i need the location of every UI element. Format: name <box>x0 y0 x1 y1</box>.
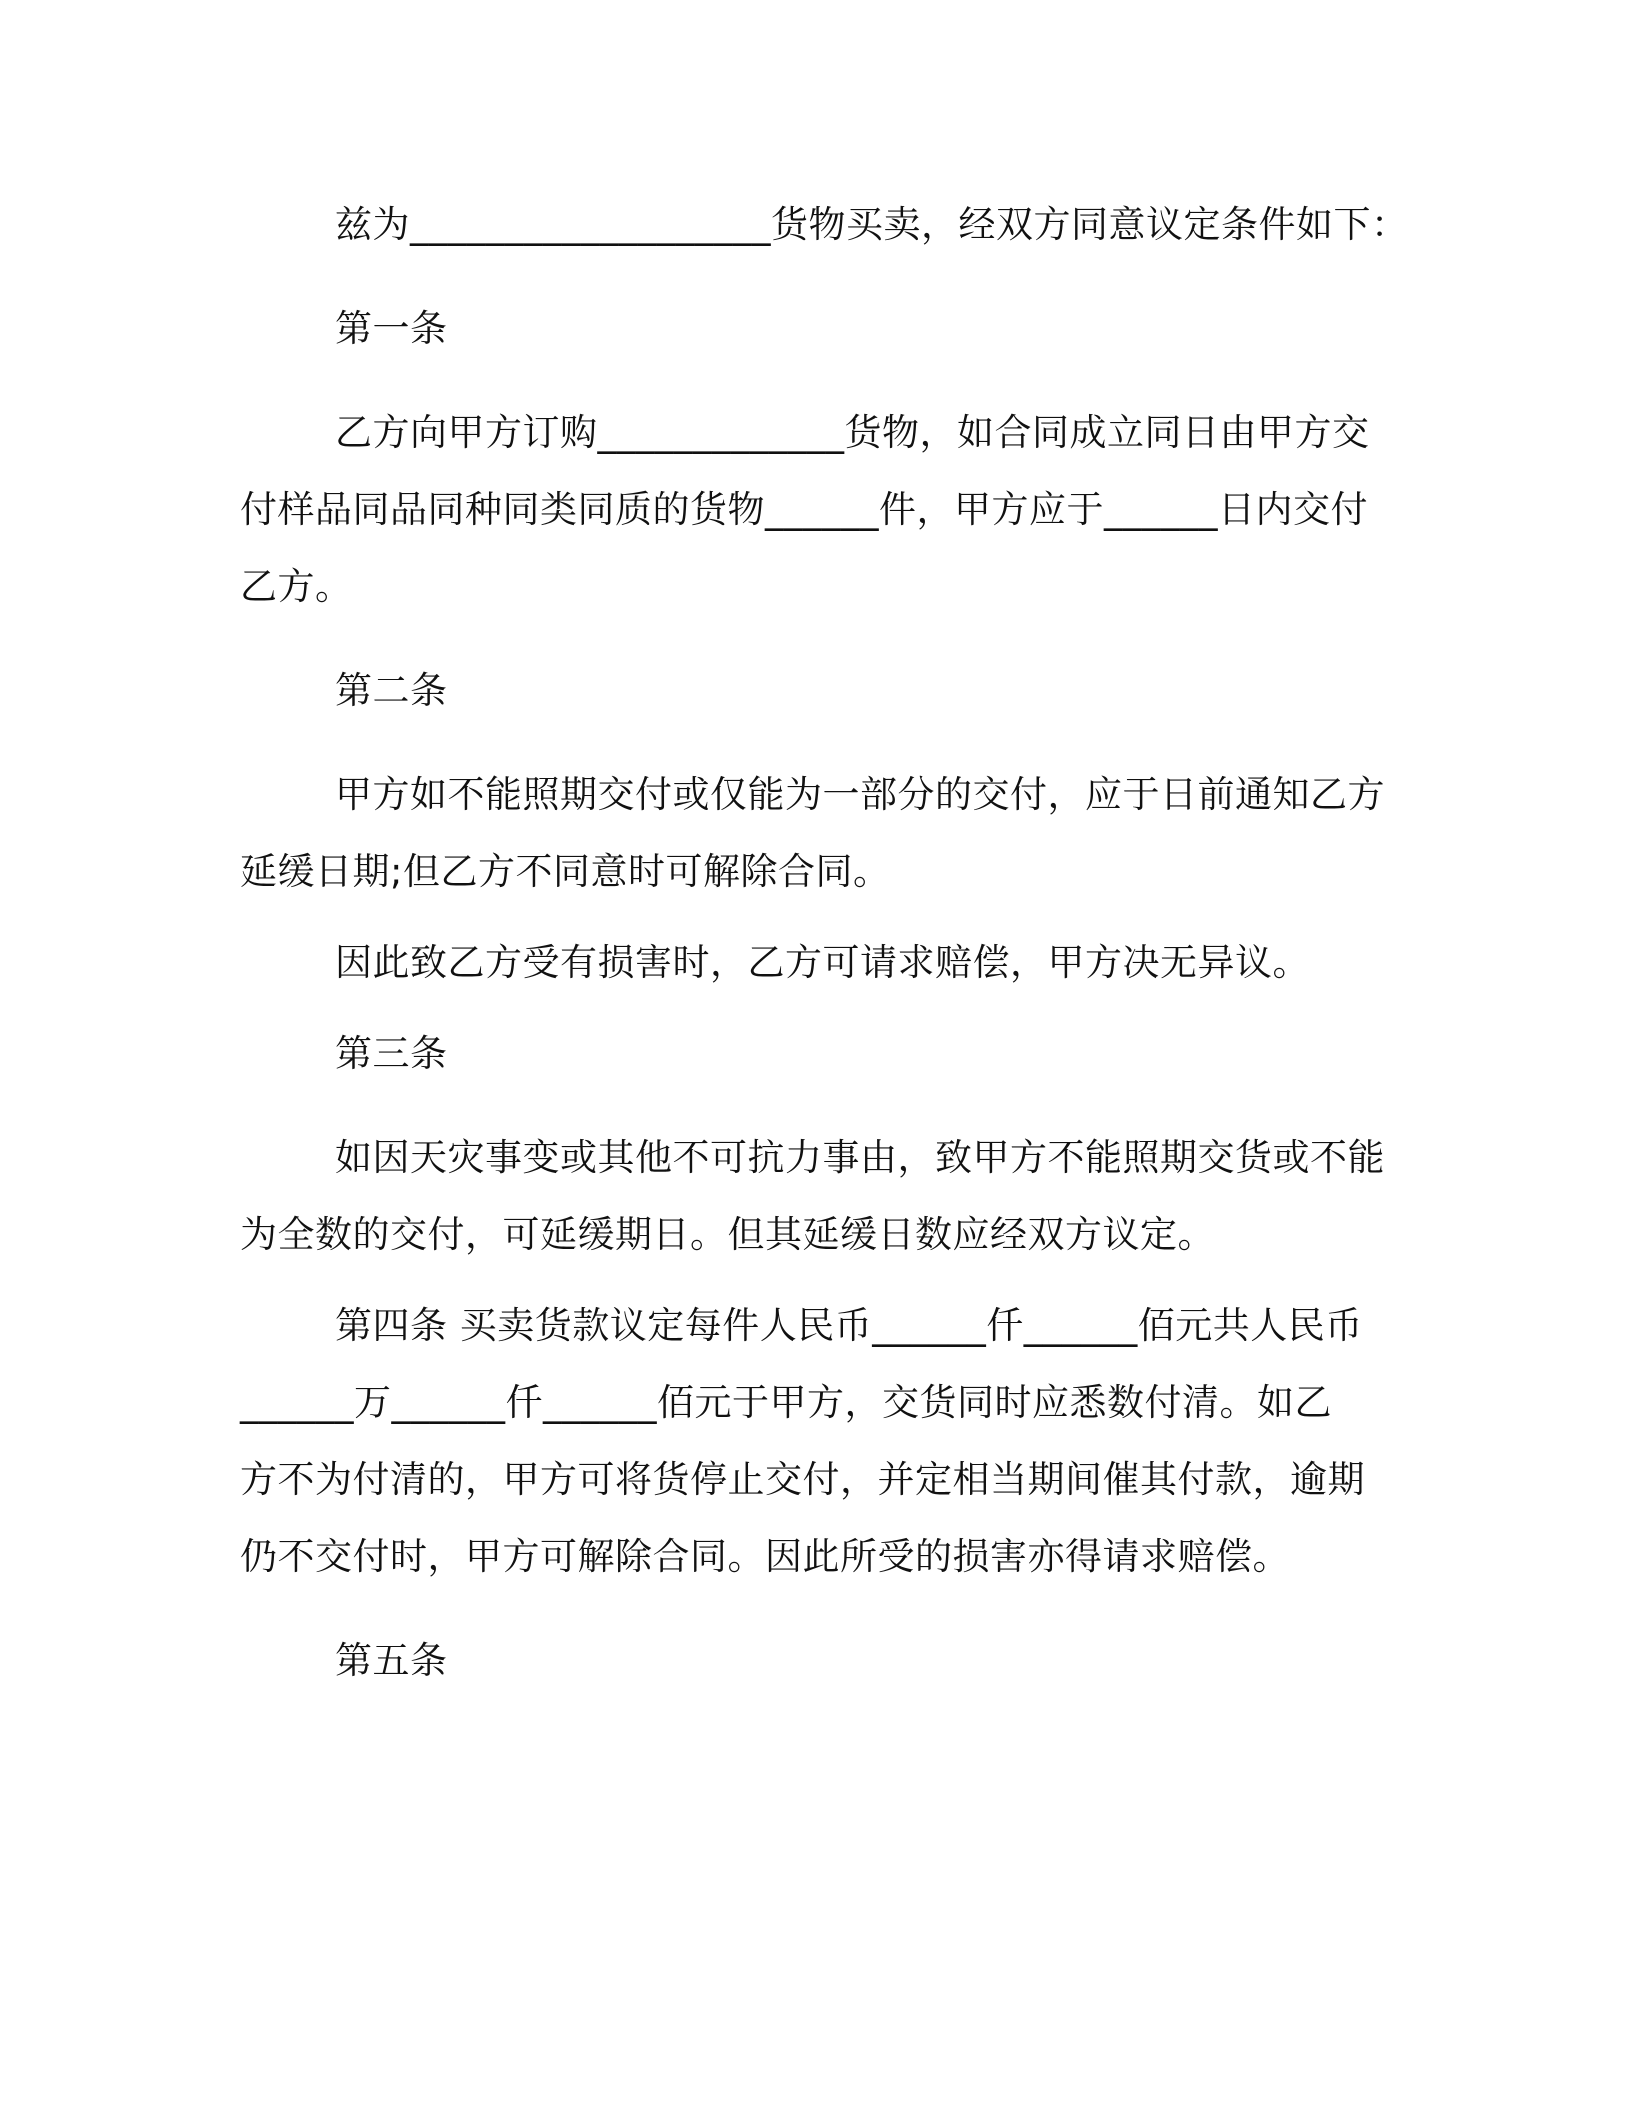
article-1-line-3: 乙方。 <box>240 565 353 608</box>
article-2-line-1: 甲方如不能照期交付或仅能为一部分的交付，应于日前通知乙方 <box>335 773 1385 816</box>
article-2-paragraph-1 <box>240 756 1385 910</box>
article-5-heading: 第五条 <box>335 1639 448 1682</box>
article-3-line-2: 为全数的交付，可延缓期日。但其延缓日数应经双方议定。 <box>240 1213 1215 1256</box>
article-1-heading: 第一条 <box>335 307 448 350</box>
article-4-line-4: 仍不交付时，甲方可解除合同。因此所受的损害亦得请求赔偿。 <box>240 1535 1290 1578</box>
intro-paragraph: 兹为___________________货物买卖，经双方同意议定条件如下： <box>335 203 1409 246</box>
article-1-line-2: 付样品同品同种同类同质的货物______件，甲方应于______日内交付 <box>240 488 1368 531</box>
article-1-paragraph <box>240 394 1380 625</box>
article-4-line-2: ______万______仟______佰元于甲方，交货同时应悉数付清。如乙 <box>240 1381 1332 1424</box>
article-2-paragraph-2: 因此致乙方受有损害时，乙方可请求赔偿，甲方决无异议。 <box>335 941 1310 984</box>
article-4-paragraph <box>240 1287 1380 1595</box>
article-3-paragraph <box>240 1119 1385 1273</box>
article-4-line-1: 第四条 买卖货款议定每件人民币______仟______佰元共人民币 <box>335 1304 1363 1347</box>
article-1-line-1: 乙方向甲方订购_____________货物，如合同成立同日由甲方交 <box>335 411 1370 454</box>
article-3-heading: 第三条 <box>335 1032 448 1075</box>
document-body <box>240 186 1409 1699</box>
article-4-line-3: 方不为付清的，甲方可将货停止交付，并定相当期间催其付款，逾期 <box>240 1458 1365 1501</box>
article-2-line-2: 延缓日期;但乙方不同意时可解除合同。 <box>240 850 891 893</box>
article-3-line-1: 如因天灾事变或其他不可抗力事由，致甲方不能照期交货或不能 <box>335 1136 1385 1179</box>
article-2-heading: 第二条 <box>335 669 448 712</box>
